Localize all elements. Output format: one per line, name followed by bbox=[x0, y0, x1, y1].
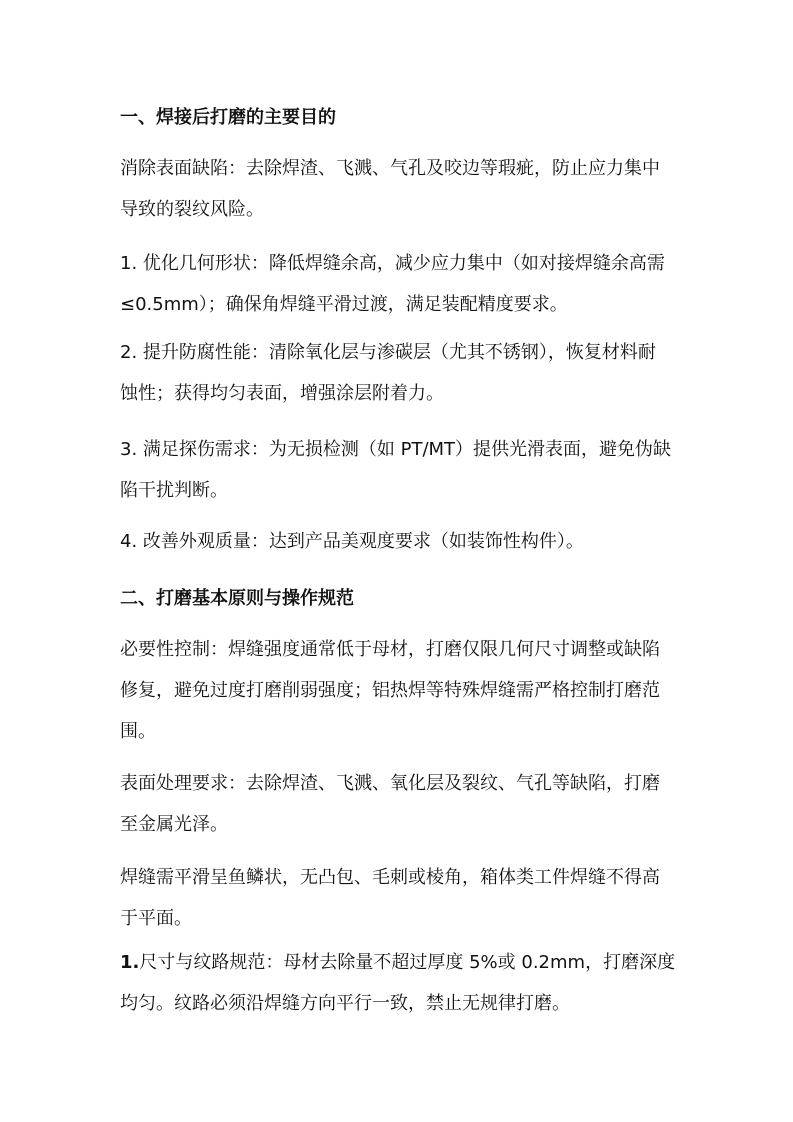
heading-text: 二、打磨基本原则与操作规范 bbox=[120, 588, 354, 609]
text-line: 3. 满足探伤需求：为无损检测（如 PT/MT）提供光滑表面，避免伪缺 bbox=[120, 439, 672, 460]
paragraph-necessity bbox=[120, 629, 690, 752]
paragraph-weld-smoothness bbox=[120, 857, 690, 939]
text-line: 导致的裂纹风险。 bbox=[120, 199, 264, 220]
paragraph-inspection bbox=[120, 429, 690, 511]
text-line: 至金属光泽。 bbox=[120, 814, 228, 835]
text-line: 于平面。 bbox=[120, 908, 192, 929]
paragraph-appearance bbox=[120, 521, 690, 562]
paragraph-dimension-rules bbox=[120, 942, 690, 1024]
text-line: 修复，避免过度打磨削弱强度；铝热焊等特殊焊缝需严格控制打磨范 bbox=[120, 680, 660, 701]
heading-main-purpose bbox=[120, 97, 690, 138]
text-line: 焊缝需平滑呈鱼鳞状，无凸包、毛刺或棱角，箱体类工件焊缝不得高 bbox=[120, 867, 660, 888]
paragraph-surface-treatment bbox=[120, 763, 690, 845]
text-line: 陷干扰判断。 bbox=[120, 480, 228, 501]
text-line: ≤0.5mm）；确保角焊缝平滑过渡，满足装配精度要求。 bbox=[120, 294, 568, 315]
text-line: 蚀性；获得均匀表面，增强涂层附着力。 bbox=[120, 383, 444, 404]
paragraph-surface-defects bbox=[120, 148, 690, 230]
text-line: 必要性控制：焊缝强度通常低于母材，打磨仅限几何尺寸调整或缺陷 bbox=[120, 639, 660, 660]
text-segment: 尺寸与纹路规范：母材去除量不超过厚度 5%或 0.2mm，打磨深度 bbox=[139, 952, 676, 973]
paragraph-geometry bbox=[120, 243, 690, 325]
text-line: 4. 改善外观质量：达到产品美观度要求（如装饰性构件）。 bbox=[120, 531, 584, 552]
heading-principles bbox=[120, 578, 690, 619]
paragraph-corrosion bbox=[120, 332, 690, 414]
heading-text: 一、焊接后打磨的主要目的 bbox=[120, 107, 336, 128]
item-number: 1. bbox=[120, 952, 140, 973]
text-line: 2. 提升防腐性能：清除氧化层与渗碳层（尤其不锈钢），恢复材料耐 bbox=[120, 342, 656, 363]
text-line: 1. 优化几何形状：降低焊缝余高，减少应力集中（如对接焊缝余高需 bbox=[120, 253, 665, 274]
text-line bbox=[120, 942, 690, 983]
text-line: 消除表面缺陷：去除焊渣、飞溅、气孔及咬边等瑕疵，防止应力集中 bbox=[120, 158, 660, 179]
text-line: 围。 bbox=[120, 721, 156, 742]
text-line: 表面处理要求：去除焊渣、飞溅、氧化层及裂纹、气孔等缺陷，打磨 bbox=[120, 773, 660, 794]
text-line: 均匀。纹路必须沿焊缝方向平行一致，禁止无规律打磨。 bbox=[120, 993, 570, 1014]
